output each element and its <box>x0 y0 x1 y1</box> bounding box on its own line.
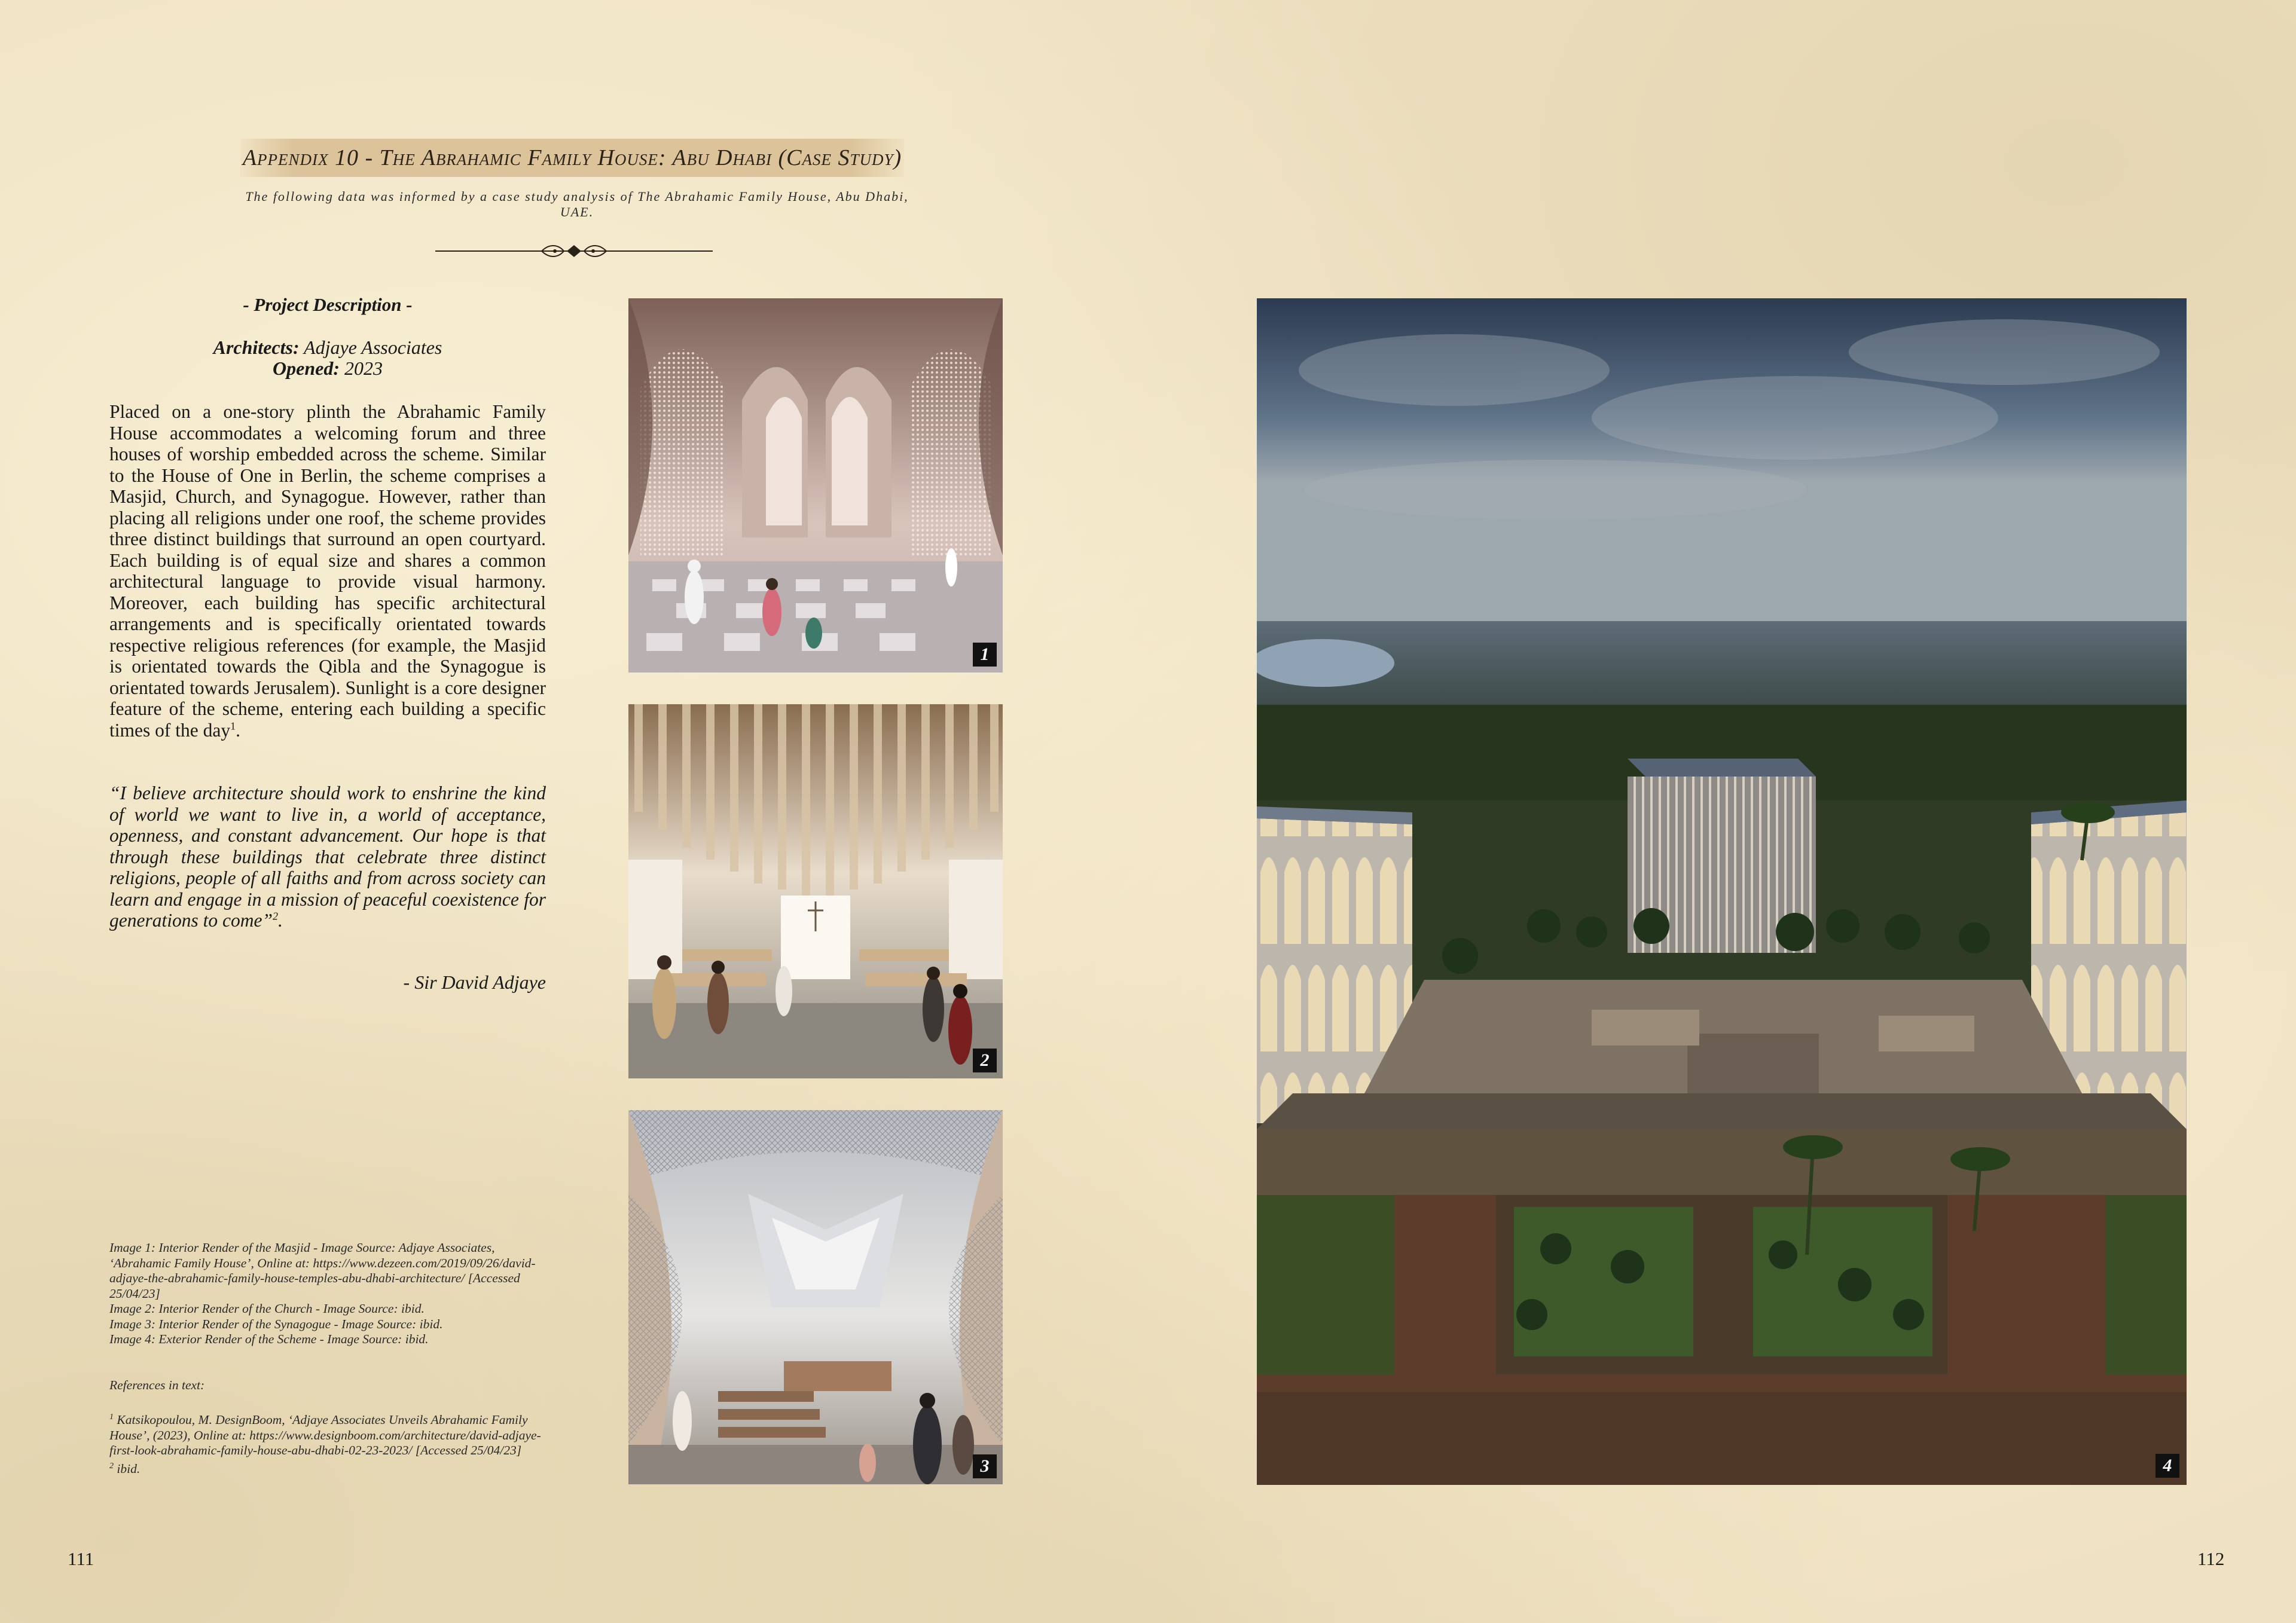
architects-line <box>109 337 546 359</box>
references-list <box>109 1410 552 1477</box>
page-number-left: 111 <box>68 1548 94 1569</box>
project-description-heading: - Project Description - <box>243 294 413 315</box>
reference-item: $^2$ ibid. <box>109 1461 141 1476</box>
caption-image-1: Image 1: Interior Render of the Masjid - Image Source: Adjaye Associates, ‘Abrahamic Family House’, Online at: https://www.dezeen.com/2019/09/26/david-adjaye-the-abrahamic-family-house-temples-abu-dhabi-architecture/ [Accessed 25/04/23] <box>109 1240 536 1301</box>
caption-image-3: Image 3: Interior Render of the Synagogue - Image Source: ibid. <box>109 1316 443 1331</box>
image-number-badge: 1 <box>973 643 997 667</box>
body-text: Placed on a one-story plinth the Abrahamic Family House accommodates a welcoming forum and three houses of worship embedded across the scheme. Similar to the House of One in Berlin, the scheme comprises a Masjid, Church, and Synagogue. However, rather than placing all religions under one roof, the scheme provides three distinct buildings that surround an open courtyard. Each building is of equal size and shares a common architectural language to provide visual harmony. Moreover, each building has specific architectural arrangements and is specifically orientated towards respective religious references (for example, the Masjid is orientated towards the Qibla and the Synagogue is orientated towards Jerusalem). Sunlight is a core designer feature of the scheme, entering each building a specific times of the day <box>109 401 546 741</box>
project-description-text: Placed on a one-story plinth the Abrahamic Family House accommodates a welcoming forum and three houses of worship embedded across the scheme. Similar to the House of One in Berlin, the scheme comprises a Masjid, Church, and Synagogue. However, rather than placing all religions under one roof, the scheme provides three distinct buildings that surround an open courtyard. Each building is of equal size and shares a common architectural language to provide visual harmony. Moreover, each building has specific architectural arrangements and is specifically orientated towards respective religious references (for example, the Masjid is orientated towards the Qibla and the Synagogue is orientated towards Jerusalem). Sunlight is a core designer feature of the scheme, entering each building a specific times of the day$^1$. <box>109 401 546 741</box>
synagogue-interior-image <box>628 1110 1003 1484</box>
footnote-marker: 1 <box>230 720 236 732</box>
page-title: Appendix 10 - The Abrahamic Family House: Abu Dhabi (Case Study) <box>242 145 902 170</box>
title-banner <box>240 139 904 177</box>
image-number-badge: 4 <box>2155 1454 2179 1478</box>
caption-image-2: Image 2: Interior Render of the Church - Image Source: ibid. <box>109 1301 425 1316</box>
image-captions <box>109 1240 552 1347</box>
opened-value: 2023 <box>344 357 383 379</box>
exterior-render-image <box>1257 298 2187 1485</box>
image-number-badge: 3 <box>973 1454 997 1478</box>
opened-label: Opened: <box>273 357 340 379</box>
quote-text: “I believe architecture should work to enshrine the kind of world we want to live in, a world of acceptance, openness, and constant advancement. Our hope is that through these buildings that celebrate three distinct religions, people of all faiths and from across society can learn and engage in a mission of peaceful coexistence for generations to come” <box>109 783 546 931</box>
page-number-right: 112 <box>2197 1548 2225 1569</box>
adjaye-quote: “I believe architecture should work to enshrine the kind of world we want to live in, a world of acceptance, openness, and constant advancement. Our hope is that through these buildings that celebrate three distinct religions, people of all faiths and from across society can learn and engage in a mission of peaceful coexistence for generations to come”$^2$. <box>109 783 546 931</box>
masjid-interior-image <box>628 298 1003 673</box>
quote-author: - Sir David Adjaye <box>403 971 546 993</box>
church-interior-image <box>628 704 1003 1078</box>
reference-item: $^1$ Katsikopoulou, M. DesignBoom, ‘Adjaye Associates Unveils Abrahamic Family House’, (2023), Online at: https://www.designboom.com/architecture/david-adjaye-first-look-abrahamic-family-house-abu-dhabi-02-23-2023/ [Accessed 25/04/23] <box>109 1413 541 1458</box>
footnote-marker: 2 <box>272 910 278 922</box>
subtitle: The following data was informed by a case study analysis of The Abrahamic Family House, Abu Dhabi, UAE. <box>245 189 909 219</box>
image-number-badge: 2 <box>973 1049 997 1072</box>
ornament-divider-icon <box>435 241 713 261</box>
references-heading: References in text: <box>109 1378 205 1392</box>
architects-value: Adjaye Associates <box>304 337 442 358</box>
opened-line <box>109 357 546 380</box>
architects-label: Architects: <box>213 337 300 358</box>
caption-image-4: Image 4: Exterior Render of the Scheme - Image Source: ibid. <box>109 1332 429 1346</box>
